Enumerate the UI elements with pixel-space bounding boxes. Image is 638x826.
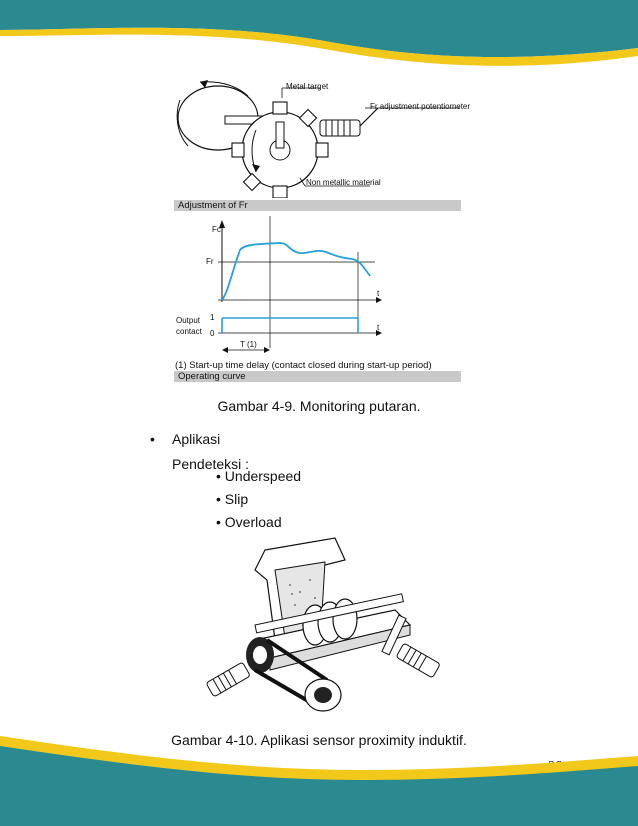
level-zero-label: 0 (210, 329, 215, 338)
non-metallic-label: Non metallic material (306, 178, 381, 187)
figure-caption-4-10: Gambar 4-10. Aplikasi sensor proximity induktif. (171, 732, 467, 748)
operating-curve-bar: Operating curve (174, 371, 461, 382)
bullet-dot: • (150, 431, 155, 447)
bullet-heading: Aplikasi (172, 431, 221, 447)
time-axis-label: t (377, 289, 380, 298)
fr-potentiometer-label: Fr adjustment potentiometer (370, 102, 471, 111)
footnote: (1) Start-up time delay (contact closed during start-up period) (175, 360, 432, 371)
list-item-label: Overload (224, 514, 282, 530)
startup-delay-label: T (1) (240, 340, 257, 349)
fc-axis-label: Fc (212, 225, 221, 234)
list-item: • Slip (216, 491, 249, 507)
metal-target-label: Metal target (286, 82, 329, 91)
figure-caption-4-9: Gambar 4-9. Monitoring putaran. (217, 398, 421, 414)
contact-label: contact (176, 327, 202, 336)
footer-decoration (0, 736, 638, 826)
list-item: • Underspeed (216, 468, 302, 484)
header-decoration (0, 0, 638, 80)
time-axis-label-2: t (377, 323, 380, 332)
proximity-sensor-application-illustration (195, 530, 450, 730)
adjustment-section-bar: Adjustment of Fr (174, 200, 461, 211)
subheading: Pendeteksi : (172, 456, 250, 472)
list-item: • Overload (216, 514, 282, 530)
list-item-label: Underspeed (224, 468, 302, 484)
list-item-label: Slip (224, 491, 249, 507)
output-label: Output (176, 316, 201, 325)
fr-level-label: Fr (206, 257, 214, 266)
level-one-label: 1 (210, 313, 215, 322)
